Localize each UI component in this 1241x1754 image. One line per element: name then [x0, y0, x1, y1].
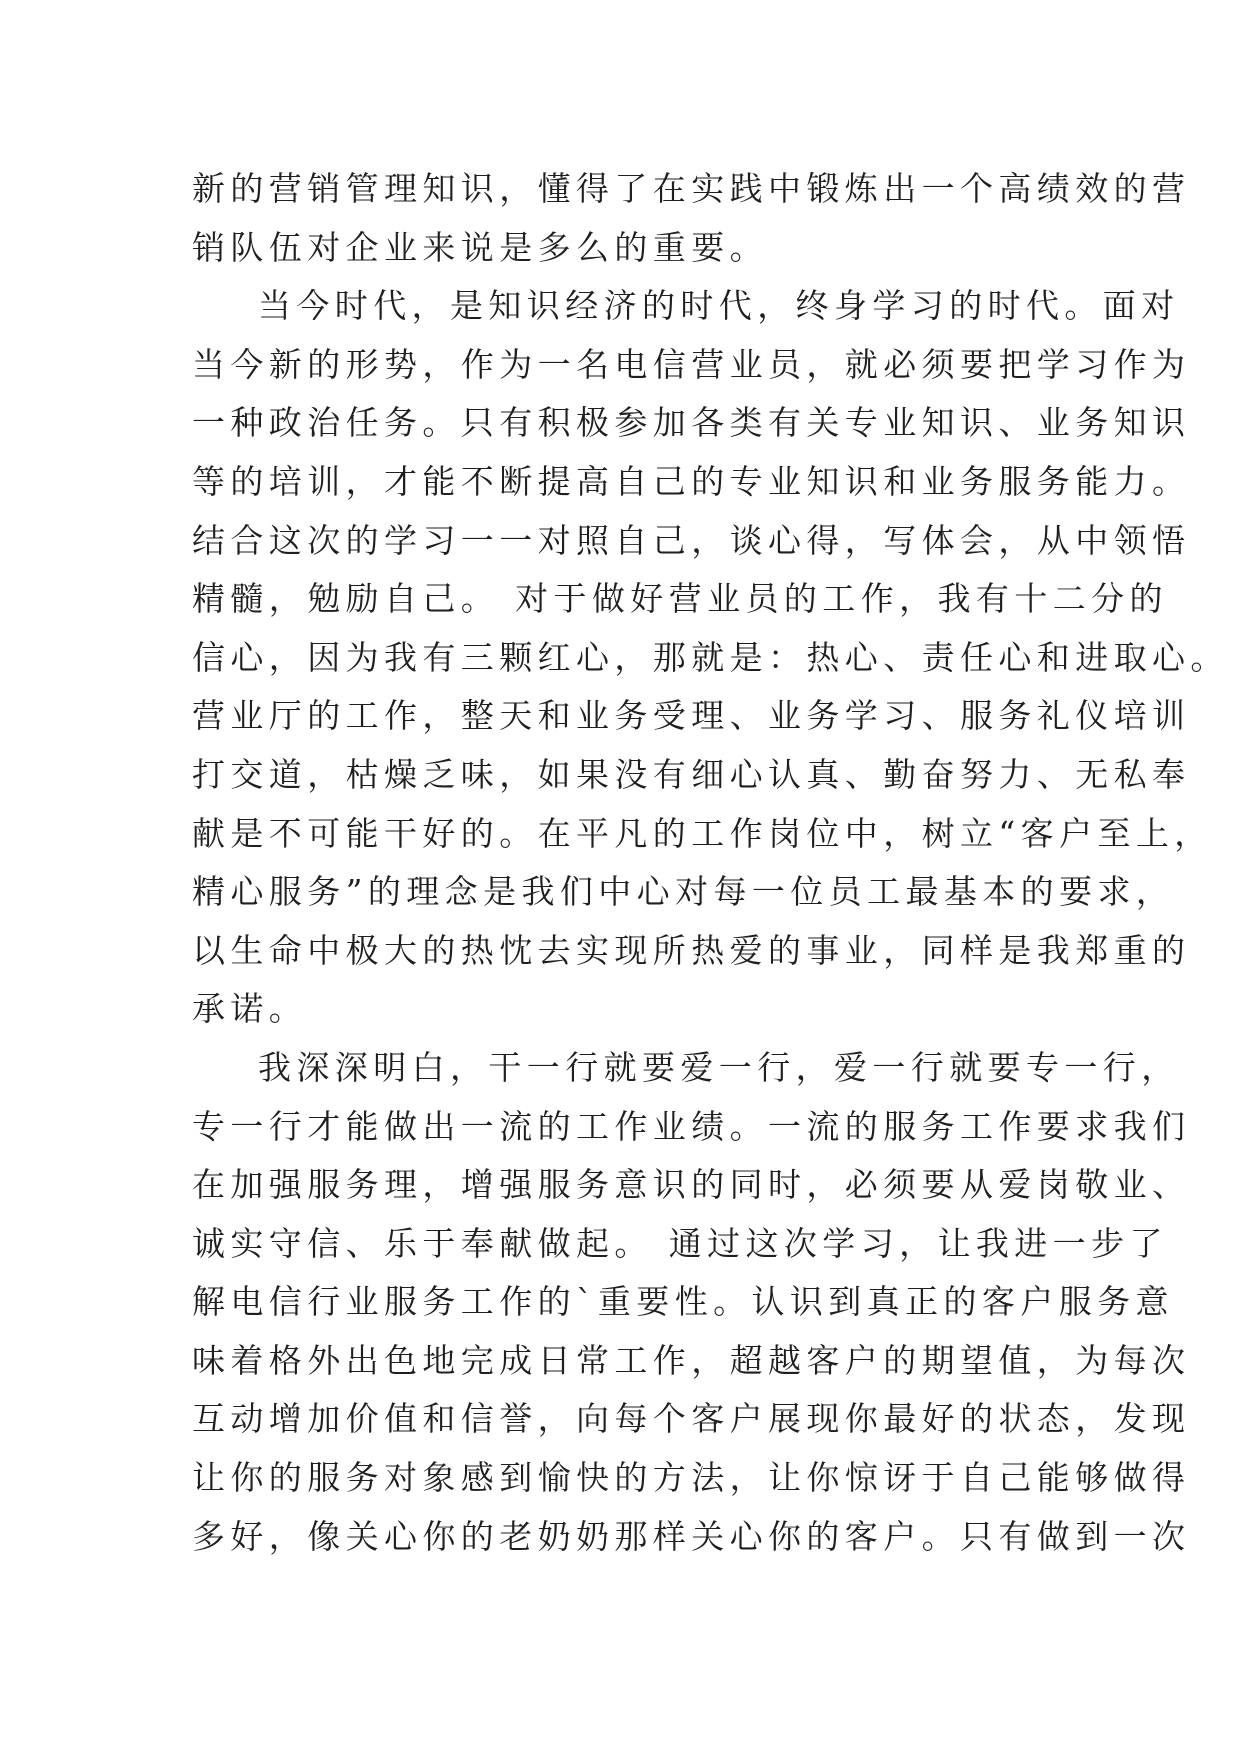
text-line: 承诺。	[192, 989, 308, 1029]
text-line: 在加强服务理，增强服务意识的同时，必须要从爱岗敬业、	[192, 1165, 1191, 1205]
text-line: 等的培训，才能不断提高自己的专业知识和业务服务能力。	[192, 461, 1191, 501]
text-line: 结合这次的学习一一对照自己，谈心得，写体会，从中领悟	[192, 520, 1191, 560]
text-line: 互动增加价值和信誉，向每个客户展现你最好的状态，发现	[192, 1399, 1191, 1439]
text-line: 以生命中极大的热忱去实现所热爱的事业，同样是我郑重的	[192, 930, 1191, 970]
text-line: 营业厅的工作，整天和业务受理、业务学习、服务礼仪培训	[192, 696, 1191, 736]
text-line: 解电信行业服务工作的`重要性。认识到真正的客户服务意	[192, 1282, 1174, 1322]
text-line: 让你的服务对象感到愉快的方法，让你惊讶于自己能够做得	[192, 1458, 1191, 1498]
text-line: 打交道，枯燥乏味，如果没有细心认真、勤奋努力、无私奉	[192, 754, 1191, 794]
document-body	[192, 160, 1229, 1566]
text-line: 诚实守信、乐于奉献做起。 通过这次学习，让我进一步了	[192, 1223, 1168, 1263]
text-line: 多好，像关心你的老奶奶那样关心你的客户。只有做到一次	[192, 1516, 1191, 1556]
text-line: 精心服务”的理念是我们中心对每一位员工最基本的要求，	[192, 872, 1175, 912]
paragraph-start-line: 我深深明白，干一行就要爱一行，爱一行就要专一行，	[258, 1047, 1180, 1087]
text-line: 味着格外出色地完成日常工作，超越客户的期望值，为每次	[192, 1340, 1191, 1380]
text-line: 一种政治任务。只有积极参加各类有关专业知识、业务知识	[192, 403, 1191, 443]
text-line: 专一行才能做出一流的工作业绩。一流的服务工作要求我们	[192, 1106, 1191, 1146]
text-line: 献是不可能干好的。在平凡的工作岗位中，树立“客户至上，	[192, 813, 1213, 853]
text-line: 精髓，勉励自己。 对于做好营业员的工作，我有十二分的	[192, 579, 1168, 619]
paragraph-start-line: 当今时代，是知识经济的时代，终身学习的时代。面对	[258, 286, 1180, 326]
text-line: 新的营销管理知识，懂得了在实践中锻炼出一个高绩效的营	[192, 169, 1191, 208]
text-line: 当今新的形势，作为一名电信营业员，就必须要把学习作为	[192, 344, 1191, 384]
text-line: 信心，因为我有三颗红心，那就是：热心、责任心和进取心。	[192, 637, 1229, 677]
text-line: 销队伍对企业来说是多么的重要。	[192, 227, 768, 267]
